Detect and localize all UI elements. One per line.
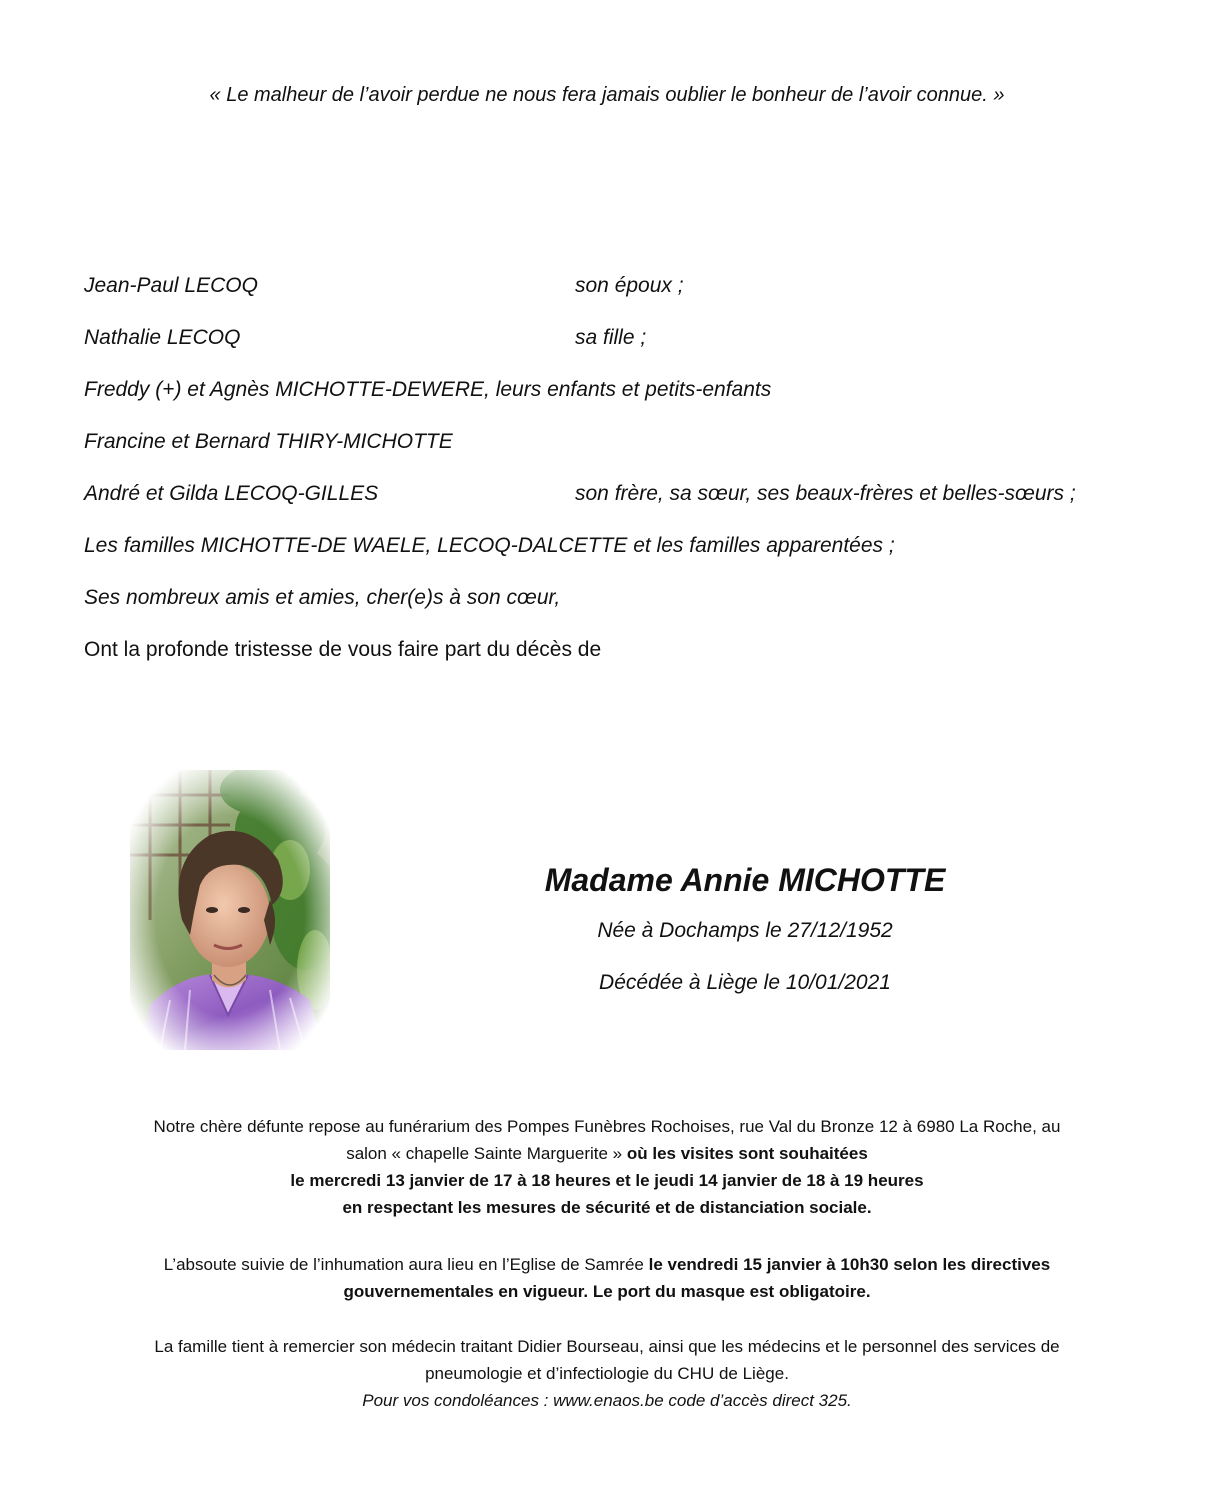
- announcement-intro: Ont la profonde tristesse de vous faire part du décès de: [84, 638, 602, 661]
- family-member-name: Ses nombreux amis et amies, cher(e)s à son cœur,: [84, 586, 561, 609]
- deceased-block: [440, 856, 1050, 998]
- thanks-notice: [90, 1333, 1124, 1414]
- notice-text: salon « chapelle Sainte Marguerite »: [346, 1144, 623, 1163]
- family-member-name: Les familles MICHOTTE-DE WAELE, LECOQ-DALCETTE et les familles apparentées ;: [84, 534, 895, 557]
- family-list: [84, 270, 1164, 634]
- family-relation: sa fille ;: [575, 326, 647, 349]
- notice-text-bold: le vendredi 15 janvier à 10h30 selon les directives: [648, 1255, 1051, 1274]
- portrait-photo: [130, 770, 330, 1050]
- notice-text-bold: où les visites sont souhaitées: [626, 1144, 868, 1163]
- birth-info: Née à Dochamps le 27/12/1952: [597, 919, 893, 942]
- memorial-quote: « Le malheur de l’avoir perdue ne nous fera jamais oublier le bonheur de l’avoir connue. »: [209, 84, 1005, 106]
- condolences-line: Pour vos condoléances : www.enaos.be code d’accès direct 325.: [362, 1391, 852, 1410]
- ceremony-notice: [90, 1251, 1124, 1305]
- family-member-name: Jean-Paul LECOQ: [84, 274, 258, 297]
- notice-line: [90, 1140, 1124, 1167]
- family-relation: son frère, sa sœur, ses beaux-frères et belles-sœurs ;: [575, 482, 1076, 505]
- family-member-name: Nathalie LECOQ: [84, 326, 241, 349]
- notice-line: La famille tient à remercier son médecin traitant Didier Bourseau, ainsi que les médecins et le personnel des services de: [154, 1337, 1060, 1356]
- death-info: Décédée à Liège le 10/01/2021: [599, 971, 891, 994]
- family-row: [84, 374, 1164, 426]
- notice-line: pneumologie et d’infectiologie du CHU de Liège.: [425, 1364, 789, 1383]
- family-row: [84, 582, 1164, 634]
- notice-text: L’absoute suivie de l’inhumation aura lieu en l’Eglise de Samrée: [163, 1255, 644, 1274]
- family-row: [84, 270, 1164, 322]
- mask-note: gouvernementales en vigueur. Le port du masque est obligatoire.: [343, 1282, 871, 1301]
- family-row: [84, 530, 1164, 582]
- family-member-name: André et Gilda LECOQ-GILLES: [84, 482, 379, 505]
- visitation-notice: [90, 1113, 1124, 1221]
- family-row: [84, 426, 1164, 478]
- family-member-name: Freddy (+) et Agnès MICHOTTE-DEWERE, leurs enfants et petits-enfants: [84, 378, 772, 401]
- notice-line: [90, 1251, 1124, 1278]
- family-member-name: Francine et Bernard THIRY-MICHOTTE: [84, 430, 453, 453]
- family-row: [84, 322, 1164, 374]
- family-relation: son époux ;: [575, 274, 684, 297]
- safety-note: en respectant les mesures de sécurité et de distanciation sociale.: [342, 1198, 872, 1217]
- deceased-name: Madame Annie MICHOTTE: [544, 862, 946, 898]
- visiting-hours: le mercredi 13 janvier de 17 à 18 heures et le jeudi 14 janvier de 18 à 19 heures: [290, 1171, 924, 1190]
- notice-line: Notre chère défunte repose au funérarium des Pompes Funèbres Rochoises, rue Val du Bronze 12 à 6980 La Roche, au: [153, 1117, 1061, 1136]
- family-row: [84, 478, 1164, 530]
